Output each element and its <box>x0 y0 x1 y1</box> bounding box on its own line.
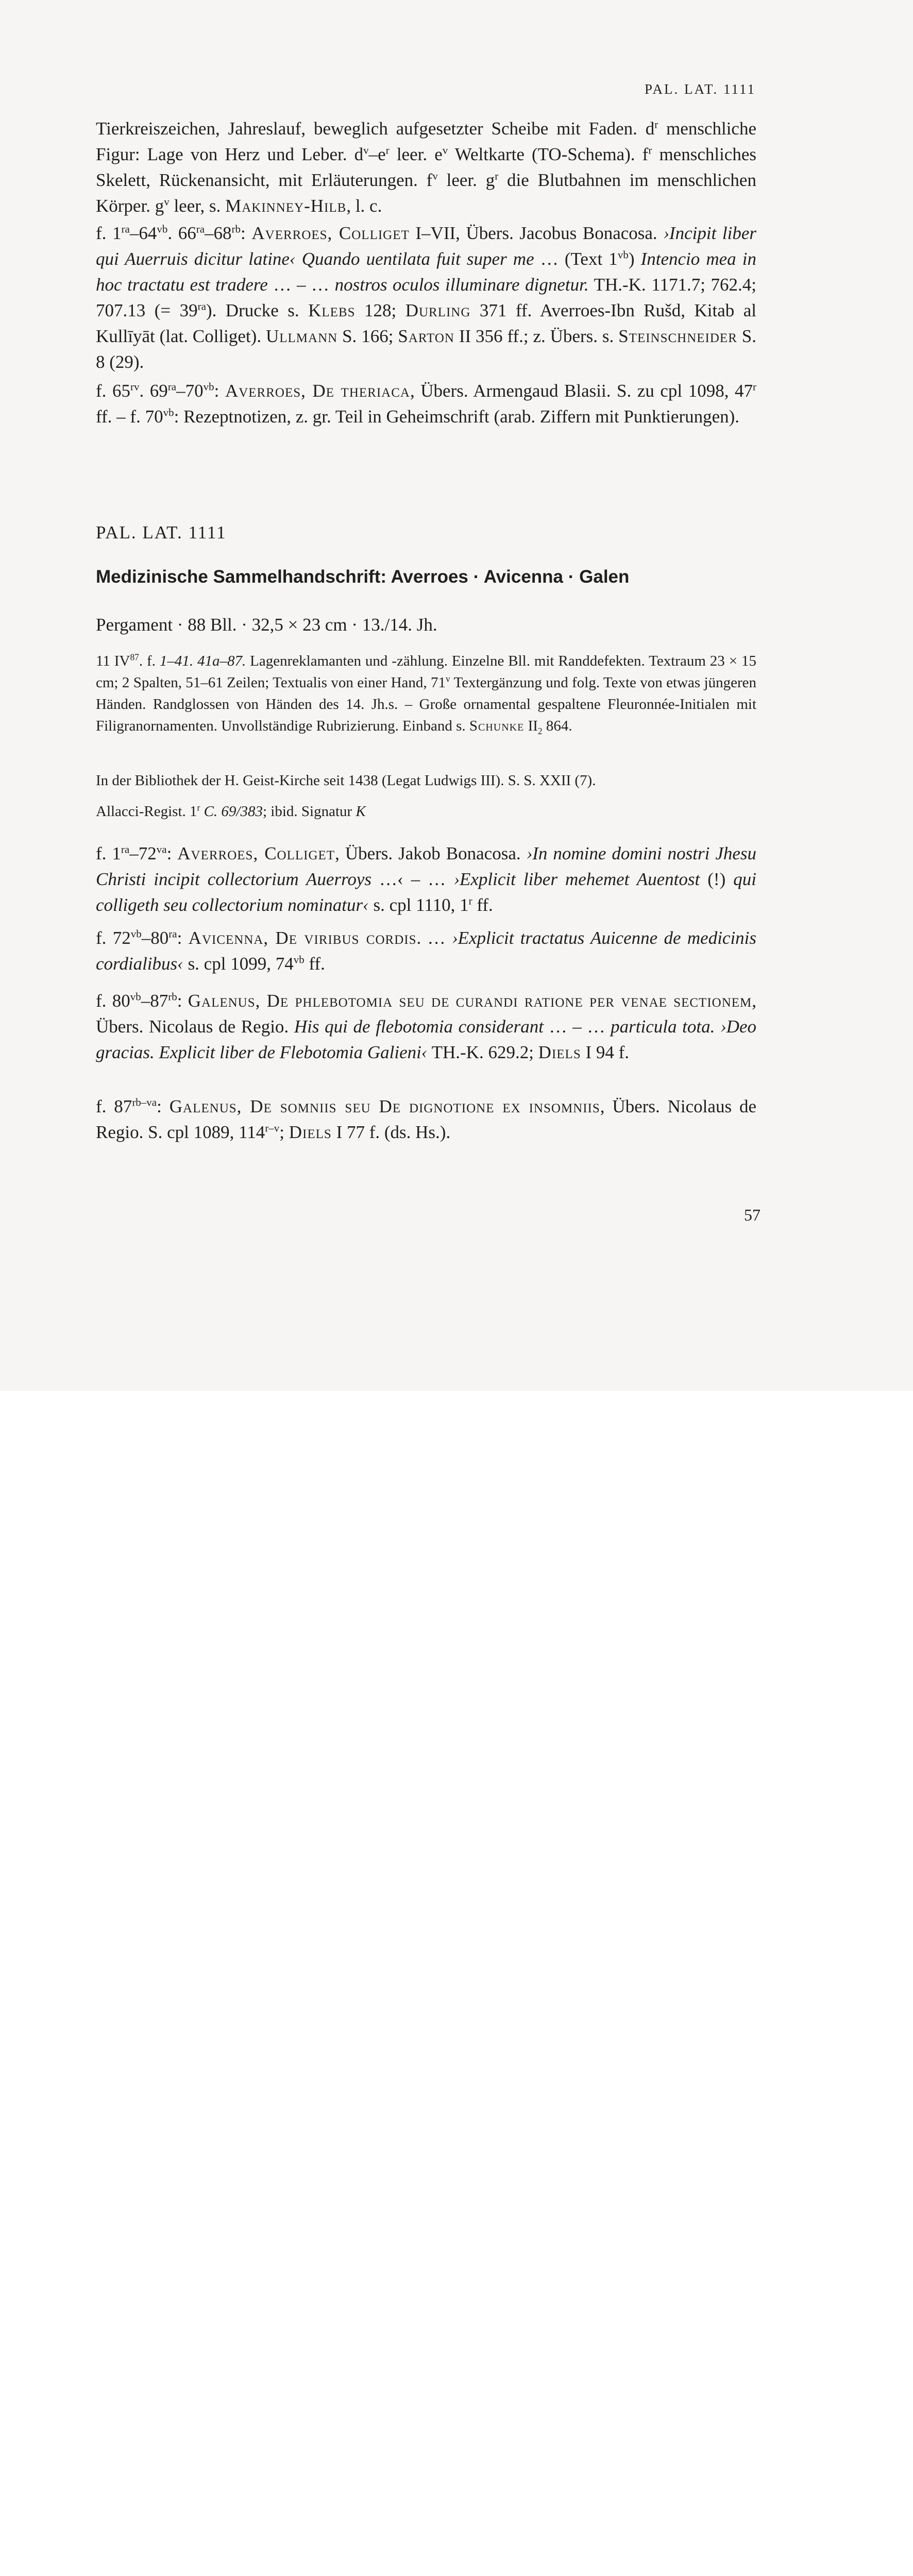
section-title: PAL. LAT. 1111 <box>96 522 227 543</box>
entry-colliget-2: f. $1^{ra}-72^{va}$: Averroes, Colliget, Übers. Jakob Bonacosa. ›In nomine domini nostri Jhesu Christi incipit collectorium Auerroys …‹ – … ›Explicit liber mehemet Auentost (!) qui colligeth seu collectorium nominatur‹ s. cpl 1110, 1$^r$ ff. <box>96 843 757 916</box>
paragraph-continuation: Tierkreiszeichen, Jahreslauf, beweglich aufgesetzter Scheibe mit Faden. $d^r$ menschliche Figur: Lage von Herz und Leber. $d^v-e^r$ leer. $e^v$ Weltkarte (TO-Schema). $f^r$ menschliches Skelett, Rückenansicht, mit Erläuterungen. $f^v$ leer. $g^r$ die Blutbahnen im menschlichen Körper. $g^v$ leer, s. Makinney-Hilb, l. c. <box>96 118 756 216</box>
provenance-line: In der Bibliothek der H. Geist-Kirche seit 1438 (Legat Ludwigs III). S. S. XXII (7). <box>96 772 596 789</box>
manuscript-meta: Pergament · 88 Bll. · 32,5 × 23 cm · 13./14. Jh. <box>96 615 437 635</box>
entry-colliget-1: f. $1^{ra}-64^{vb}$. $66^{ra}-68^{rb}$: Averroes, Colliget I–VII, Übers. Jacobus Bonacosa. ›Incipit liber qui Auerruis dicitur latine‹ Quando uentilata fuit super me … (Text $1^{vb}$) Intencio mea in hoc tractatu est tradere … – … nostros oculos illuminare dignetur. TH.-K. 1171.7; 762.4; 707.13 (= $39^{ra}$). Drucke s. Klebs 128; Durling 371 ff. Averroes-Ibn Rušd, Kitab al Kullīyāt (lat. Colliget). Ullmann S. 166; Sarton II 356 ff.; z. Übers. s. Steinschneider S. 8 (29). <box>96 223 757 372</box>
entry-theriaca: f. $65^{rv}$. $69^{ra}-70^{vb}$: Averroes, De theriaca, Übers. Armengaud Blasii. S. zu cpl 1098, 47$^r$ ff. – f. $70^{vb}$: Rezeptnotizen, z. gr. Teil in Geheimschrift (arab. Ziffern mit Punktierungen). <box>96 380 757 427</box>
running-head: PAL. LAT. 1111 <box>644 81 756 97</box>
page-number: 57 <box>744 1206 760 1224</box>
entry-galenus-somniis: f. $87^{rb-va}$: Galenus, De somniis seu De dignotione ex insomniis, Übers. Nicolaus de Regio. S. cpl 1089, 114$^{r-v}$; Diels I 77 f. (ds. Hs.). <box>96 1096 756 1143</box>
entry-galenus-phlebotomia: f. $80^{vb}-87^{rb}$: Galenus, De phlebotomia seu de curandi ratione per venae sectionem, Übers. Nicolaus de Regio. His qui de flebotomia considerant … – … particula tota. ›Deo gracias. Explicit liber de Flebotomia Galieni‹ TH.-K. 629.2; Diels I 94 f. <box>96 990 756 1063</box>
footer-bar <box>0 1391 913 1464</box>
entry-avicenna: f. $72^{vb}-80^{ra}$: Avicenna, De viribus cordis. … ›Explicit tractatus Auicenne de medicinis cordialibus‹ s. cpl 1099, $74^{vb}$ ff. <box>96 927 757 974</box>
codicology-paragraph: 11 IV$^{87}$. f. 1–41. 41a–87. Lagenreklamanten und -zählung. Einzelne Bll. mit Randdefekten. Textraum 23 × 15 cm; 2 Spalten, 51–61 Zeilen; Textualis von einer Hand, 71$^v$ Textergänzung und folg. Texte von etwas jüngeren Händen. Randglossen von Händen des 14. Jh.s. – Große ornamental gespaltene Fleuronnée-Initialen mit Filigranornamenten. Unvollständige Rubrizierung. Einband s. Schunke $II_2$ 864. <box>96 652 756 736</box>
manuscript-heading: Medizinische Sammelhandschrift: Averroes · Avicenna · Galen <box>96 567 630 587</box>
allacci-line: Allacci-Regist. 1$^r$ C. 69/383; ibid. Signatur K <box>96 802 366 820</box>
